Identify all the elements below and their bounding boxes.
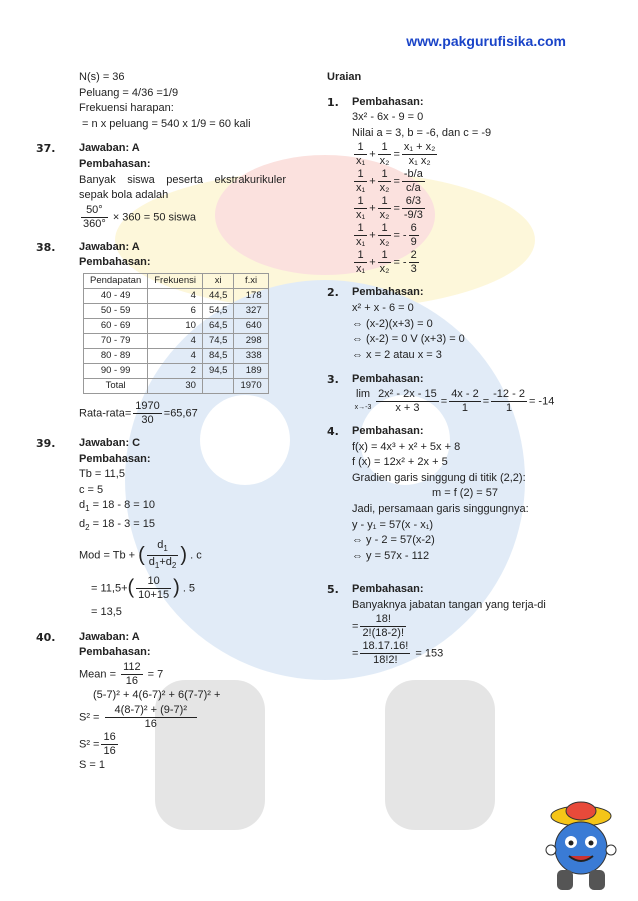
question-number: 37. [36, 142, 56, 156]
site-url[interactable]: www.pakgurufisika.com [406, 33, 566, 49]
section-title: Uraian [327, 71, 362, 83]
question-39: 39. Jawaban: C Pembahasan: Tb = 11,5 c = 5 $d_1 = 18 - 8 = 10$ $d_2 = 18 - 3 = 15$ Mod = Tb + ( $\frac{d_1}{d_1+d_2}$ ) . c = 11,5+( $\frac{10}{10+15}$ ) . 5 = 13,5 [36, 436, 286, 621]
explanation-label: Pembahasan: [79, 646, 151, 659]
table-row: 80 - 89 4 84,5 338 [84, 348, 269, 363]
table-row: 40 - 49 4 44,5 178 [84, 288, 269, 303]
explanation-label: Pembahasan: [79, 256, 151, 269]
text-line: Peluang = 4/36 =1/9 [79, 86, 179, 99]
left-column [36, 70, 286, 773]
question-40: 40. Jawaban: A Pembahasan: Mean = $\frac{112}{16}$ = 7 (5-7)² + 4(6-7)² + 6(7-7)² + S² = $\frac{\text{4(8-7)² + (9-7)²}}{16}$ S² = $\frac{16}{16}$ S = 1 [36, 630, 286, 773]
uraian-3: 3. Pembahasan: lim x→-3 $\frac{\text{2x² - 2x - 15}}{x + 3}$ = $\frac{4x - 2}{1}$ = $\frac{-12 - 2}{1}$ = -14 [327, 373, 555, 414]
fraction: $\frac{\text{4(8-7)² + (9-7)²}}{16}$ [105, 704, 197, 731]
explanation-label: Pembahasan: [79, 157, 151, 170]
table-total-row: Total 30 1970 [84, 378, 269, 393]
table-row: 90 - 99 2 94,5 189 [84, 363, 269, 378]
fraction: $\frac{16}{16}$ [103, 730, 116, 757]
right-column [327, 70, 577, 667]
fraction: $\frac{10}{10+15}$ [138, 575, 170, 602]
table-row: 70 - 79 4 74,5 298 [84, 333, 269, 348]
answer: Jawaban: A [79, 630, 140, 643]
explanation-label: Pembahasan: [79, 452, 151, 465]
answer: Jawaban: C [79, 436, 141, 449]
question-number: 40. [36, 630, 56, 644]
table-row: 60 - 69 10 64,5 640 [84, 318, 269, 333]
fraction: $\frac{50^\circ}{360^\circ}$ [83, 203, 106, 230]
text-line: Frekuensi harapan: [79, 102, 174, 115]
question-number: 39. [36, 436, 56, 450]
question-number: 38. [36, 240, 56, 254]
explanation-text: Banyak siswa peserta ekstrakurikuler sepak bola adalah [79, 173, 286, 202]
formula-rest: × 360 = 50 siswa [112, 211, 196, 224]
uraian-2: 2. Pembahasan: x² + x - 6 = 0 ⇔ (x-2)(x+3) = 0 ⇔ (x-2) = 0 V (x+3) = 0 ⇔ x = 2 atau x = 3 [327, 286, 465, 361]
frequency-table: Pendapatan Frekuensi xi f.xi 40 - 49 4 44,5 178 50 - 59 6 54,5 327 60 - 69 10 64,5 640 70 - 79 4 74,5 298 80 - 89 4 84,5 338 90 - 99 2 94,5 189 Total 30 1970 [83, 273, 269, 394]
answer: Jawaban: A [79, 142, 140, 155]
fraction: $\frac{112}{16}$ [123, 661, 141, 688]
table-row: 50 - 59 6 54,5 327 [84, 303, 269, 318]
uraian-4: 4. Pembahasan: f(x) = 4x³ + x² + 5x + 8 f (x) = 12x² + 2x + 5 Gradien garis singgung di titik (2,2): m = f (2) = 57 Jadi, persamaan garis singgungnya: y - y₁ = 57(x - x₁) ⇔ y - 2 = 57(x-2) ⇔ y = 57x - 112 [327, 424, 529, 562]
question-38: 38. Jawaban: A Pembahasan: Pendapatan Frekuensi xi f.xi 40 - 49 4 44,5 178 50 - 59 6 54,5 327 60 - 69 10 64,5 640 70 - 79 4 74,5 298 80 - 89 4 84,5 338 90 - 99 2 94,5 189 Total 30 1970 Rata-rata= $\frac{1970}{30}$ =65,67 [36, 240, 286, 427]
question-37 [36, 141, 286, 230]
mascot-logo-icon [545, 800, 617, 892]
fraction: $\frac{d_1}{d_1+d_2}$ [148, 538, 177, 571]
uraian-5: 5. Pembahasan: Banyaknya jabatan tangan yang terja-di = $\frac{18!}{2!(18-2)!}$ = $\frac{18.17.16!}{18!2!}$ = 153 [327, 583, 546, 667]
answer: Jawaban: A [79, 240, 140, 253]
fraction: $\frac{1970}{30}$ [135, 399, 160, 426]
uraian-1: 1. Pembahasan: 3x² - 6x - 9 = 0 Nilai a = 3, b = -6, dan c = -9 $\frac{1}{\text{x₁}}$ + $\frac{1}{\text{x₂}}$ = $\frac{\text{x₁ + x₂}}{\text{x₁ x₂}}$ $\frac{1}{\text{x₁}}$ + $\frac{1}{\text{x₂}}$ = $\frac{-b/a}{c/a}$ $\frac{1}{\text{x₁}}$ + $\frac{1}{\text{x₂}}$ = $\frac{6/3}{-9/3}$ $\frac{1}{\text{x₁}}$ + $\frac{1}{\text{x₂}}$ = - $\frac{6}{9}$ $\frac{1}{\text{x₁}}$ + $\frac{1}{\text{x₂}}$ = - $\frac{2}{3}$ [327, 95, 492, 276]
text-line: N(s) = 36 [79, 71, 125, 83]
text-line: = n x peluang = 540 x 1/9 = 60 kali [79, 117, 251, 130]
